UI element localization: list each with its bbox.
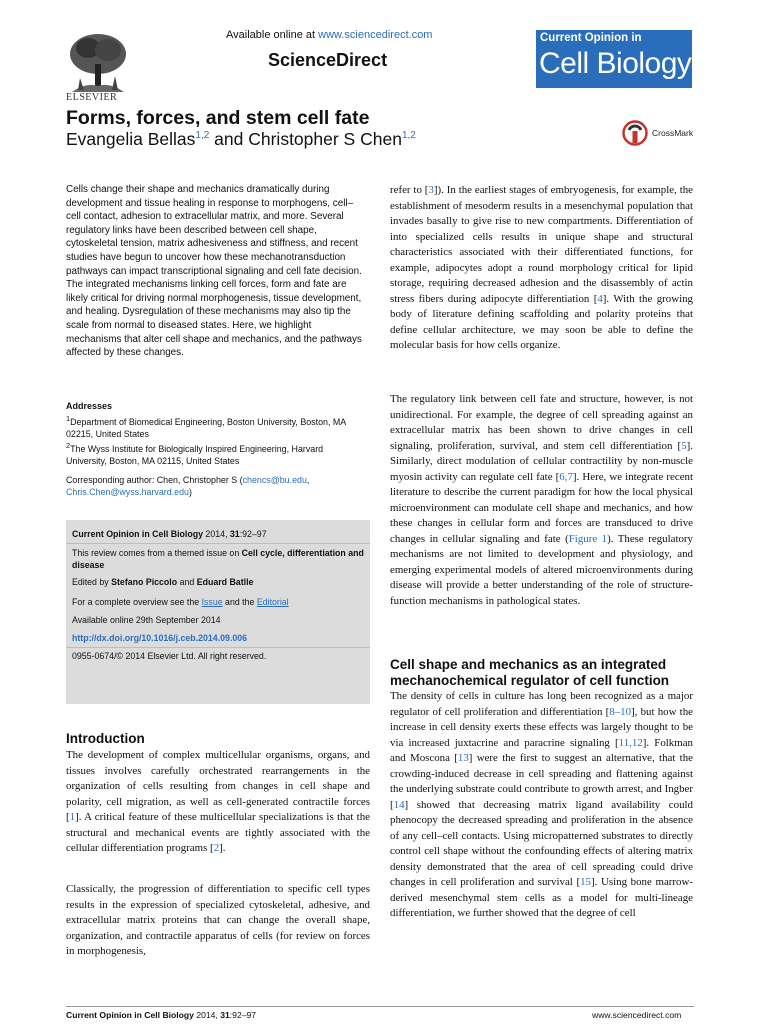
info-editor-2: Eduard Batlle <box>196 577 254 587</box>
address-1 <box>66 413 366 440</box>
info-copyright: 0955-0674/© 2014 Elsevier Ltd. All right reserved. <box>72 651 267 661</box>
sciencedirect-wordmark: ScienceDirect <box>268 50 388 70</box>
author-1-affil[interactable]: 1,2 <box>195 130 210 142</box>
crossmark-label: CrossMark <box>652 128 694 138</box>
corresp-sep: , <box>306 475 310 485</box>
corresp-suffix: ) <box>188 487 192 497</box>
info-divider <box>66 543 370 544</box>
right-p2-a: The regulatory link between cell fate and structure, however, is not unidirectional. For example, the degree of cell spreading against an extracellular matrix has been shown to drive changes in cell signaling, proliferation, survival, and stem cell differentiation [ <box>390 393 693 452</box>
info-volume: 31 <box>229 529 240 539</box>
doi-link[interactable]: http://dx.doi.org/10.1016/j.ceb.2014.09.006 <box>72 633 248 643</box>
right-p3-f: ]. Using bone marrow-derived mesenchymal stem cells as a model for multi-lineage differentiation, we further showed that the degree of cell <box>390 876 693 919</box>
right-p3-a: The density of cells in culture has long been recognized as a major regulator of cell proliferation and differentiation [ <box>390 690 693 718</box>
intro-p1-b: ]. A critical feature of these multicellular specializations is that the structural and mechanical events are tightly associated with the cellular differentiation programs [ <box>66 811 370 854</box>
footer-volume: 31 <box>220 1010 230 1020</box>
ref-13[interactable]: 13 <box>457 752 469 764</box>
right-p3-b: ], but how the increase in cell density exerts these effects was largely thought to be via increased juxtacrine and paracrine signaling [ <box>390 705 693 749</box>
figure-1-link[interactable]: Figure 1 <box>568 532 608 545</box>
info-year: 2014, <box>202 529 230 539</box>
section-heading-cell-shape: Cell shape and mechanics as an integrated mechanochemical regulator of cell function <box>390 657 670 688</box>
right-paragraph-2 <box>390 392 693 609</box>
info-theme <box>72 547 364 571</box>
ref-11-12[interactable]: 11,12 <box>618 736 643 749</box>
info-editor-and: and <box>177 577 197 587</box>
info-edited-prefix: Edited by <box>72 577 112 587</box>
author-line <box>66 129 416 150</box>
right-p3-d: ] were the first to suggest an alternative, that the crowding-induced decrease in cell spreading and flattening against the underlying substrate could contribute to growth arrest, and Ingber [ <box>390 752 693 811</box>
journal-banner <box>536 30 692 88</box>
right-p1-b: ]). In the earliest stages of embryogenesis, for example, the establishment of mesoderm results in a mesenchymal population that invades basally to give rise to new compartments. Differentiation of into specialized cells results in unique shape and structural characteristics associated with their differentiated functions, for example, adipocytes adopt a round morphology critical for lipid storage, requiring decreased adhesion and the disassembly of actin stress fibers during adipocyte differentiation [ <box>390 184 693 305</box>
right-paragraph-1 <box>390 183 693 354</box>
ref-3[interactable]: 3 <box>428 184 434 196</box>
ref-5[interactable]: 5 <box>681 439 687 452</box>
right-p1-c: ]. With the growing body of literature defining scaffolding and polarity proteins that define cellular architecture, we may soon be able to define the molecular basis for how cells organize. <box>390 292 693 351</box>
right-p2-b: ]. Similarly, direct modulation of cellular contractility by non-muscle myosin activity can regulate cell fate [ <box>390 439 693 483</box>
address-2-text: The Wyss Institute for Biologically Inspired Engineering, Harvard University, Boston, MA 02115, United States <box>66 443 324 466</box>
footer-pages: :92–97 <box>229 1010 257 1020</box>
ref-8-10[interactable]: 8–10 <box>609 705 632 718</box>
footer-site-link[interactable]: www.sciencedirect.com <box>592 1010 682 1020</box>
right-p2-d: ). These regulatory mechanisms are not limited to development and physiology, and emerging experimental models of altered microenvironments during disease will provide a better understanding of the role of structure-function mechanisms in pathological states. <box>390 532 693 607</box>
info-available: Available online 29th September 2014 <box>72 615 221 625</box>
intro-paragraph-2: Classically, the progression of differentiation to specific cell types results in the expression of specialized cytoskeletal, adhesive, and extracellular matrix proteins that can change the overall shape, organization, and contractile apparatus of cells (for review on forces in morphogenesis, <box>66 883 370 957</box>
issue-link[interactable]: Issue <box>201 597 223 607</box>
footer-journal: Current Opinion in Cell Biology <box>66 1010 194 1020</box>
intro-p1-a: The development of complex multicellular organisms, organs, and tissues involves carefully orchestrated rearrangements in the organization of cells resulting from changes in cell shape and polarity, cell migration, as well as cell-generated contractile forces [ <box>66 749 370 823</box>
info-theme-name: Cell cycle, differentiation and disease <box>72 548 364 570</box>
available-prefix: Available online at <box>226 29 319 41</box>
footer-citation <box>66 1010 256 1020</box>
info-journal: Current Opinion in Cell Biology <box>72 529 203 539</box>
info-pages: :92–97 <box>239 529 267 539</box>
addresses-heading: Addresses <box>66 401 113 411</box>
ref-4[interactable]: 4 <box>597 292 603 305</box>
introduction-heading: Introduction <box>66 731 145 746</box>
journal-banner-title: Cell Biology <box>539 47 692 80</box>
address-2 <box>66 440 366 467</box>
info-overview <box>72 596 364 608</box>
corresponding-author <box>66 474 366 498</box>
ref-6-7[interactable]: 6,7 <box>559 470 573 483</box>
address-1-text: Department of Biomedical Engineering, Boston University, Boston, MA 02215, United States <box>66 416 346 439</box>
info-overview-prefix: For a complete overview see the <box>72 597 202 607</box>
right-paragraph-3 <box>390 689 693 922</box>
info-overview-and: and the <box>222 597 257 607</box>
footer-rule <box>66 1006 694 1007</box>
author-2-affil[interactable]: 1,2 <box>401 130 416 142</box>
crossmark-badge[interactable] <box>622 120 712 148</box>
article-title: Forms, forces, and stem cell fate <box>66 107 370 129</box>
editorial-link[interactable]: Editorial <box>256 597 289 607</box>
right-p1-a: refer to [ <box>390 184 429 196</box>
author-and: and <box>209 129 249 149</box>
footer-year: 2014, <box>193 1010 221 1020</box>
right-p3-e: ] showed that decreasing matrix ligand availability could phenocopy the decreased spreading and proliferation in the absence of any cell–cell contacts. Using micropatterned substrates to directly control cell shape without the confounding effects of altering matrix density demonstrated that the area of cell spreading could drive changes in cell proliferation and survival [ <box>390 798 693 888</box>
abstract: Cells change their shape and mechanics dramatically during development and tissue healing in response to morphogens, cell–cell contact, adhesion to extracellular matrix, and more. Several regulatory links have been described between cell shape, cytoskeletal tension, matrix adhesiveness and stiffness, and recent studies have begun to uncover how these mechanotransduction pathways can impact transcriptional signaling and cell fate decision. The integrated mechanisms linking cell forces, form and fate are likely critical for driving normal morphogenesis, tissue development, and healing. Dysregulation of these mechanisms may also tip the scale from normal to diseased states. Here, we highlight mechanisms that alter cell shape and mechanics, and the pathways affected by these changes. <box>66 184 362 359</box>
info-doi <box>72 632 364 644</box>
ref-2[interactable]: 2 <box>213 842 220 854</box>
ref-15[interactable]: 15 <box>580 876 591 888</box>
info-divider-2 <box>66 647 370 648</box>
corresp-prefix: Corresponding author: Chen, Christopher S ( <box>66 475 243 485</box>
info-editors <box>72 576 364 588</box>
right-p3-c: ]. Folkman and Moscona [ <box>390 736 694 764</box>
address-2-sup: 2 <box>66 440 71 450</box>
info-citation <box>72 528 364 540</box>
address-1-sup: 1 <box>66 414 71 423</box>
ref-14[interactable]: 14 <box>393 798 405 811</box>
crossmark-icon <box>622 120 648 148</box>
ref-1[interactable]: 1 <box>69 811 76 823</box>
intro-paragraph-1 <box>66 748 370 857</box>
publisher-wordmark: ELSEVIER <box>66 92 118 103</box>
available-online <box>226 29 432 41</box>
author-2: Christopher S Chen <box>248 129 402 149</box>
info-box <box>66 520 370 704</box>
info-editor-1: Stefano Piccolo <box>111 577 178 587</box>
intro-p1-c: ]. <box>219 842 226 854</box>
sciencedirect-link[interactable]: www.sciencedirect.com <box>318 29 433 41</box>
info-theme-prefix: This review comes from a themed issue on <box>72 548 242 558</box>
author-1: Evangelia Bellas <box>66 129 196 149</box>
addresses <box>66 413 366 467</box>
journal-banner-top: Current Opinion in <box>540 32 642 44</box>
email-link-1[interactable]: chencs@bu.edu <box>242 475 307 485</box>
email-link-2[interactable]: Chris.Chen@wyss.harvard.edu <box>66 487 189 497</box>
right-p2-c: ]. Here, we integrate recent literature to describe the current paradigm for how the local physical microenvironment can modulate cell shape and mechanics, and how these changes in cellular form and forces are transduced to drive changes in cellular signaling and fate ( <box>390 470 693 545</box>
